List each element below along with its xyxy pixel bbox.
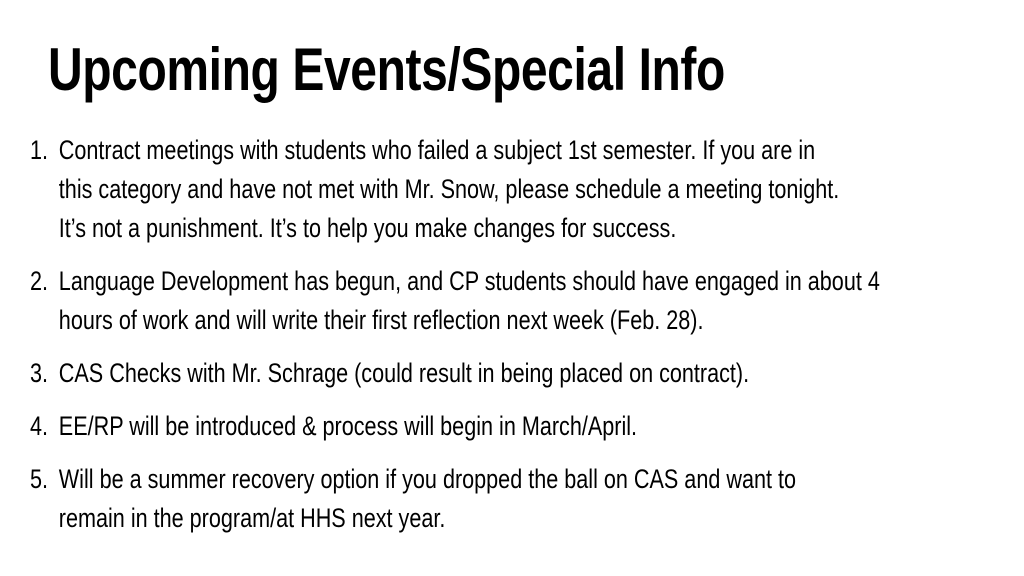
list-item-number: 5. [30, 464, 49, 494]
events-list [30, 131, 990, 538]
list-item [30, 407, 990, 446]
list-item-line: Language Development has begun, and CP students should have engaged in about 4 [58, 266, 880, 296]
list-item-line: It’s not a punishment. It’s to help you make changes for success. [58, 213, 677, 243]
list-item [30, 354, 990, 393]
list-item-line: CAS Checks with Mr. Schrage (could result in being placed on contract). [58, 358, 750, 388]
list-item [30, 460, 990, 538]
list-item-text [59, 131, 990, 248]
list-item-line: Contract meetings with students who failed a subject 1st semester. If you are in [58, 135, 816, 165]
list-item-line: Will be a summer recovery option if you dropped the ball on CAS and want to [58, 464, 796, 494]
list-item-line: this category and have not met with Mr. Snow, please schedule a meeting tonight. [58, 174, 840, 204]
slide-title: Upcoming Events/Special Info [48, 36, 725, 103]
list-item-line: hours of work and will write their first reflection next week (Feb. 28). [58, 305, 704, 335]
list-item-number: 4. [30, 411, 49, 441]
list-item-line: remain in the program/at HHS next year. [58, 503, 446, 533]
list-item-text [59, 460, 990, 538]
list-item-text [59, 262, 990, 340]
list-item-number: 1. [30, 135, 49, 165]
list-item-text [59, 407, 990, 446]
list-item [30, 262, 990, 340]
list-item-number: 3. [30, 358, 49, 388]
list-item [30, 131, 990, 248]
list-item-number: 2. [30, 266, 49, 296]
list-item-line: EE/RP will be introduced & process will begin in March/April. [58, 411, 638, 441]
list-item-text [59, 354, 990, 393]
